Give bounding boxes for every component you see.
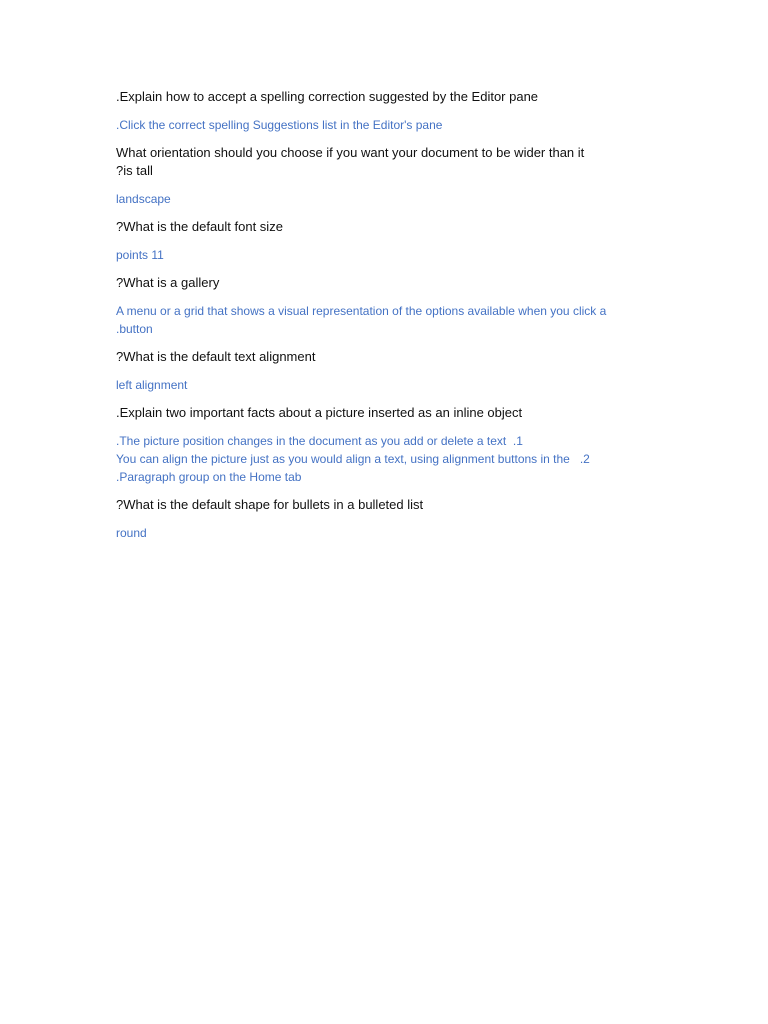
answer-line: landscape — [116, 192, 171, 206]
question-line: ?is tall — [116, 163, 153, 178]
qa-item — [116, 274, 656, 338]
answer-line: You can align the picture just as you would align a text, using alignment buttons in the .2 — [116, 452, 590, 466]
answer-line: A menu or a grid that shows a visual representation of the options available when you click a — [116, 304, 607, 318]
question-line: ?What is the default shape for bullets in a bulleted list — [116, 497, 424, 512]
answer-line: round — [116, 526, 147, 540]
question-line: .Explain two important facts about a picture inserted as an inline object — [116, 405, 523, 420]
qa-item — [116, 218, 656, 264]
qa-item — [116, 348, 656, 394]
answer-line: left alignment — [116, 378, 188, 392]
question-line: ?What is a gallery — [116, 275, 220, 290]
answer-line: .Click the correct spelling Suggestions list in the Editor's pane — [116, 118, 443, 132]
qa-item — [116, 88, 656, 134]
question-line: ?What is the default font size — [116, 219, 283, 234]
answer-line: .button — [116, 322, 153, 336]
question-line: What orientation should you choose if you want your document to be wider than it — [116, 145, 585, 160]
question-line: ?What is the default text alignment — [116, 349, 316, 364]
qa-item — [116, 144, 656, 208]
document-page — [116, 88, 656, 552]
answer-line: .Paragraph group on the Home tab — [116, 470, 302, 484]
question-line: .Explain how to accept a spelling correction suggested by the Editor pane — [116, 89, 539, 104]
answer-line: .The picture position changes in the document as you add or delete a text .1 — [116, 434, 523, 448]
qa-item — [116, 404, 656, 486]
answer-line: points 11 — [116, 248, 164, 262]
qa-item — [116, 496, 656, 542]
